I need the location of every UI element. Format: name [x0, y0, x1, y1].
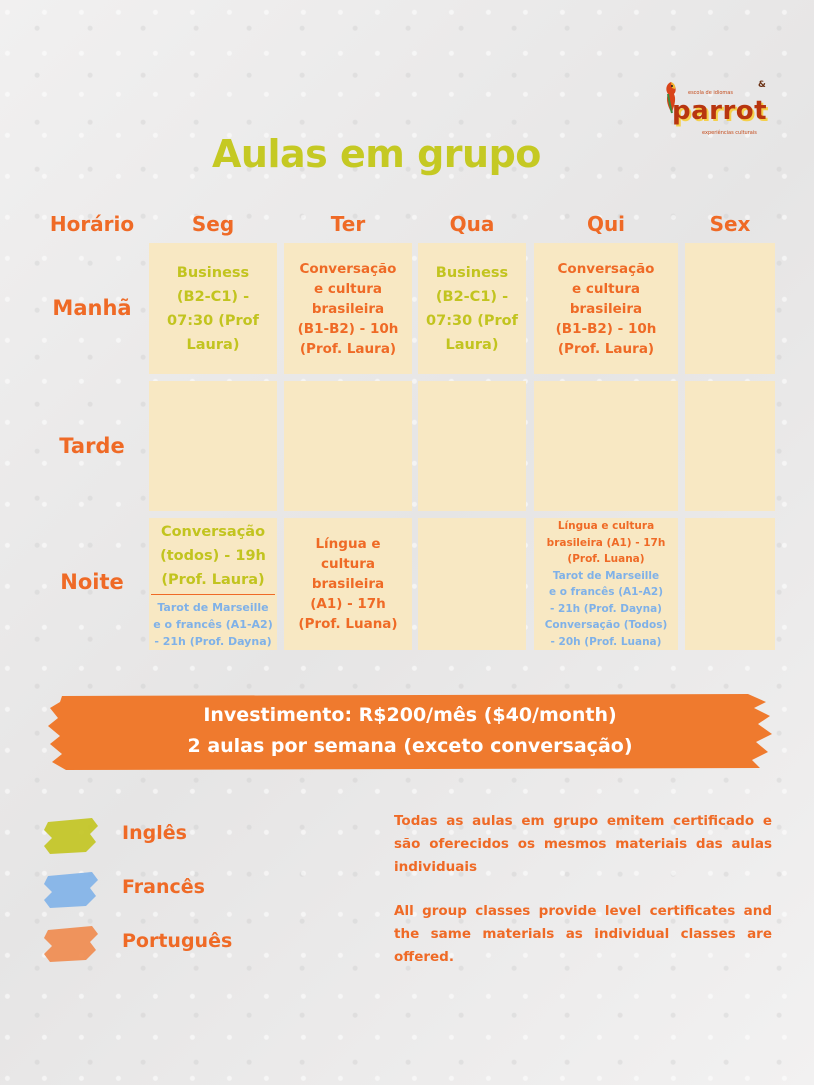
class-line: e cultura [572, 280, 640, 297]
class-line: Laura) [186, 336, 240, 353]
class-line: Business [176, 264, 250, 281]
row-label-tarde: Tarde [59, 434, 125, 458]
note-portuguese: Todas as aulas em grupo emitem certificado e são oferecidos os mesmos materiais das aulas individuais [394, 813, 772, 875]
class-line: (B1-B2) - 10h [555, 320, 657, 337]
class-line: Conversação [557, 260, 655, 277]
legend-label: Francês [122, 876, 205, 898]
class-line: Conversação [160, 524, 266, 540]
logo-wordmark: parrot [672, 96, 768, 126]
row-label-manha: Manhã [52, 296, 132, 320]
cell-tarde-qui [534, 381, 678, 511]
class-line: cultura [320, 556, 376, 572]
logo-bottom-text: experiências culturais [702, 130, 757, 136]
note-english: All group classes provide level certificates and the same materials as individual classes are offered. [394, 903, 772, 965]
class-line: (A1) - 17h [310, 596, 386, 612]
parrot-logo [660, 78, 778, 136]
class-line: 07:30 (Prof [426, 312, 518, 329]
legend-swatch-ingles [42, 816, 100, 856]
cell-tarde-qua [418, 381, 526, 511]
class-divider [151, 594, 275, 595]
cell-tarde-seg [149, 381, 277, 511]
class-line: Conversação (Todos) [544, 619, 668, 631]
class-line: (Prof. Luana) [567, 553, 645, 565]
cell-manha-qua [418, 243, 526, 374]
class-line: brasileira [311, 576, 385, 592]
class-line: 07:30 (Prof [167, 312, 259, 329]
class-line: Conversação [299, 260, 397, 277]
header-sex: Sex [709, 212, 751, 236]
class-line: - 21h (Prof. Dayna) [154, 635, 272, 648]
class-line: (B1-B2) - 10h [297, 320, 399, 337]
price-line: Investimento: R$200/mês ($40/month) [203, 704, 617, 726]
class-line: Tarot de Marseille [157, 601, 269, 614]
header-horario: Horário [49, 212, 135, 236]
legend-item-ingles [42, 814, 342, 858]
price-banner [48, 692, 772, 770]
legend-item-frances [42, 868, 342, 912]
class-line: (Prof. Laura) [161, 572, 265, 588]
class-line: - 20h (Prof. Luana) [550, 635, 662, 648]
class-line: (Prof. Laura) [557, 340, 655, 357]
header-qua: Qua [449, 212, 495, 236]
class-line: Business [435, 264, 509, 281]
frequency-line: 2 aulas por semana (exceto conversação) [187, 735, 633, 757]
header-ter: Ter [330, 212, 366, 236]
cell-noite-ter [284, 518, 412, 650]
header-seg: Seg [191, 212, 235, 236]
header-qui: Qui [586, 212, 626, 236]
legend-swatch-portugues [42, 924, 100, 964]
cell-noite-sex [685, 518, 775, 650]
class-line: Língua e cultura [557, 520, 655, 532]
class-line: (B2-C1) - [176, 288, 250, 305]
class-line: Tarot de Marseille [552, 569, 660, 582]
class-line: e o francês (A1-A2) [548, 586, 664, 598]
legend-item-portugues [42, 922, 342, 966]
cell-manha-seg [149, 243, 277, 374]
logo-ampersand: & [758, 80, 766, 90]
class-line: (B2-C1) - [435, 288, 509, 305]
legend-swatch-frances [42, 870, 100, 910]
class-line: brasileira (A1) - 17h [546, 536, 666, 549]
page-title: Aulas em grupo [212, 132, 541, 176]
class-line: (Prof. Laura) [299, 340, 397, 357]
cell-manha-sex [685, 243, 775, 374]
logo-top-text: escola de idiomas [688, 90, 733, 96]
cell-noite-qui [534, 518, 678, 650]
class-line: (Prof. Luana) [298, 616, 398, 632]
cell-noite-seg [149, 518, 277, 650]
legend-label: Português [122, 930, 233, 952]
cell-manha-ter [284, 243, 412, 374]
row-label-noite: Noite [60, 570, 124, 594]
class-line: e cultura [314, 280, 382, 297]
cell-manha-qui [534, 243, 678, 374]
class-line: brasileira [311, 300, 385, 317]
legend-label: Inglês [122, 822, 187, 844]
cell-noite-qua [418, 518, 526, 650]
class-line: e o francês (A1-A2) [153, 618, 273, 631]
class-line: Laura) [445, 336, 499, 353]
cell-tarde-ter [284, 381, 412, 511]
cell-tarde-sex [685, 381, 775, 511]
class-line: Língua e [315, 536, 381, 552]
class-line: brasileira [569, 300, 643, 317]
class-line: - 21h (Prof. Dayna) [550, 602, 662, 615]
class-line: (todos) - 19h [160, 548, 266, 564]
